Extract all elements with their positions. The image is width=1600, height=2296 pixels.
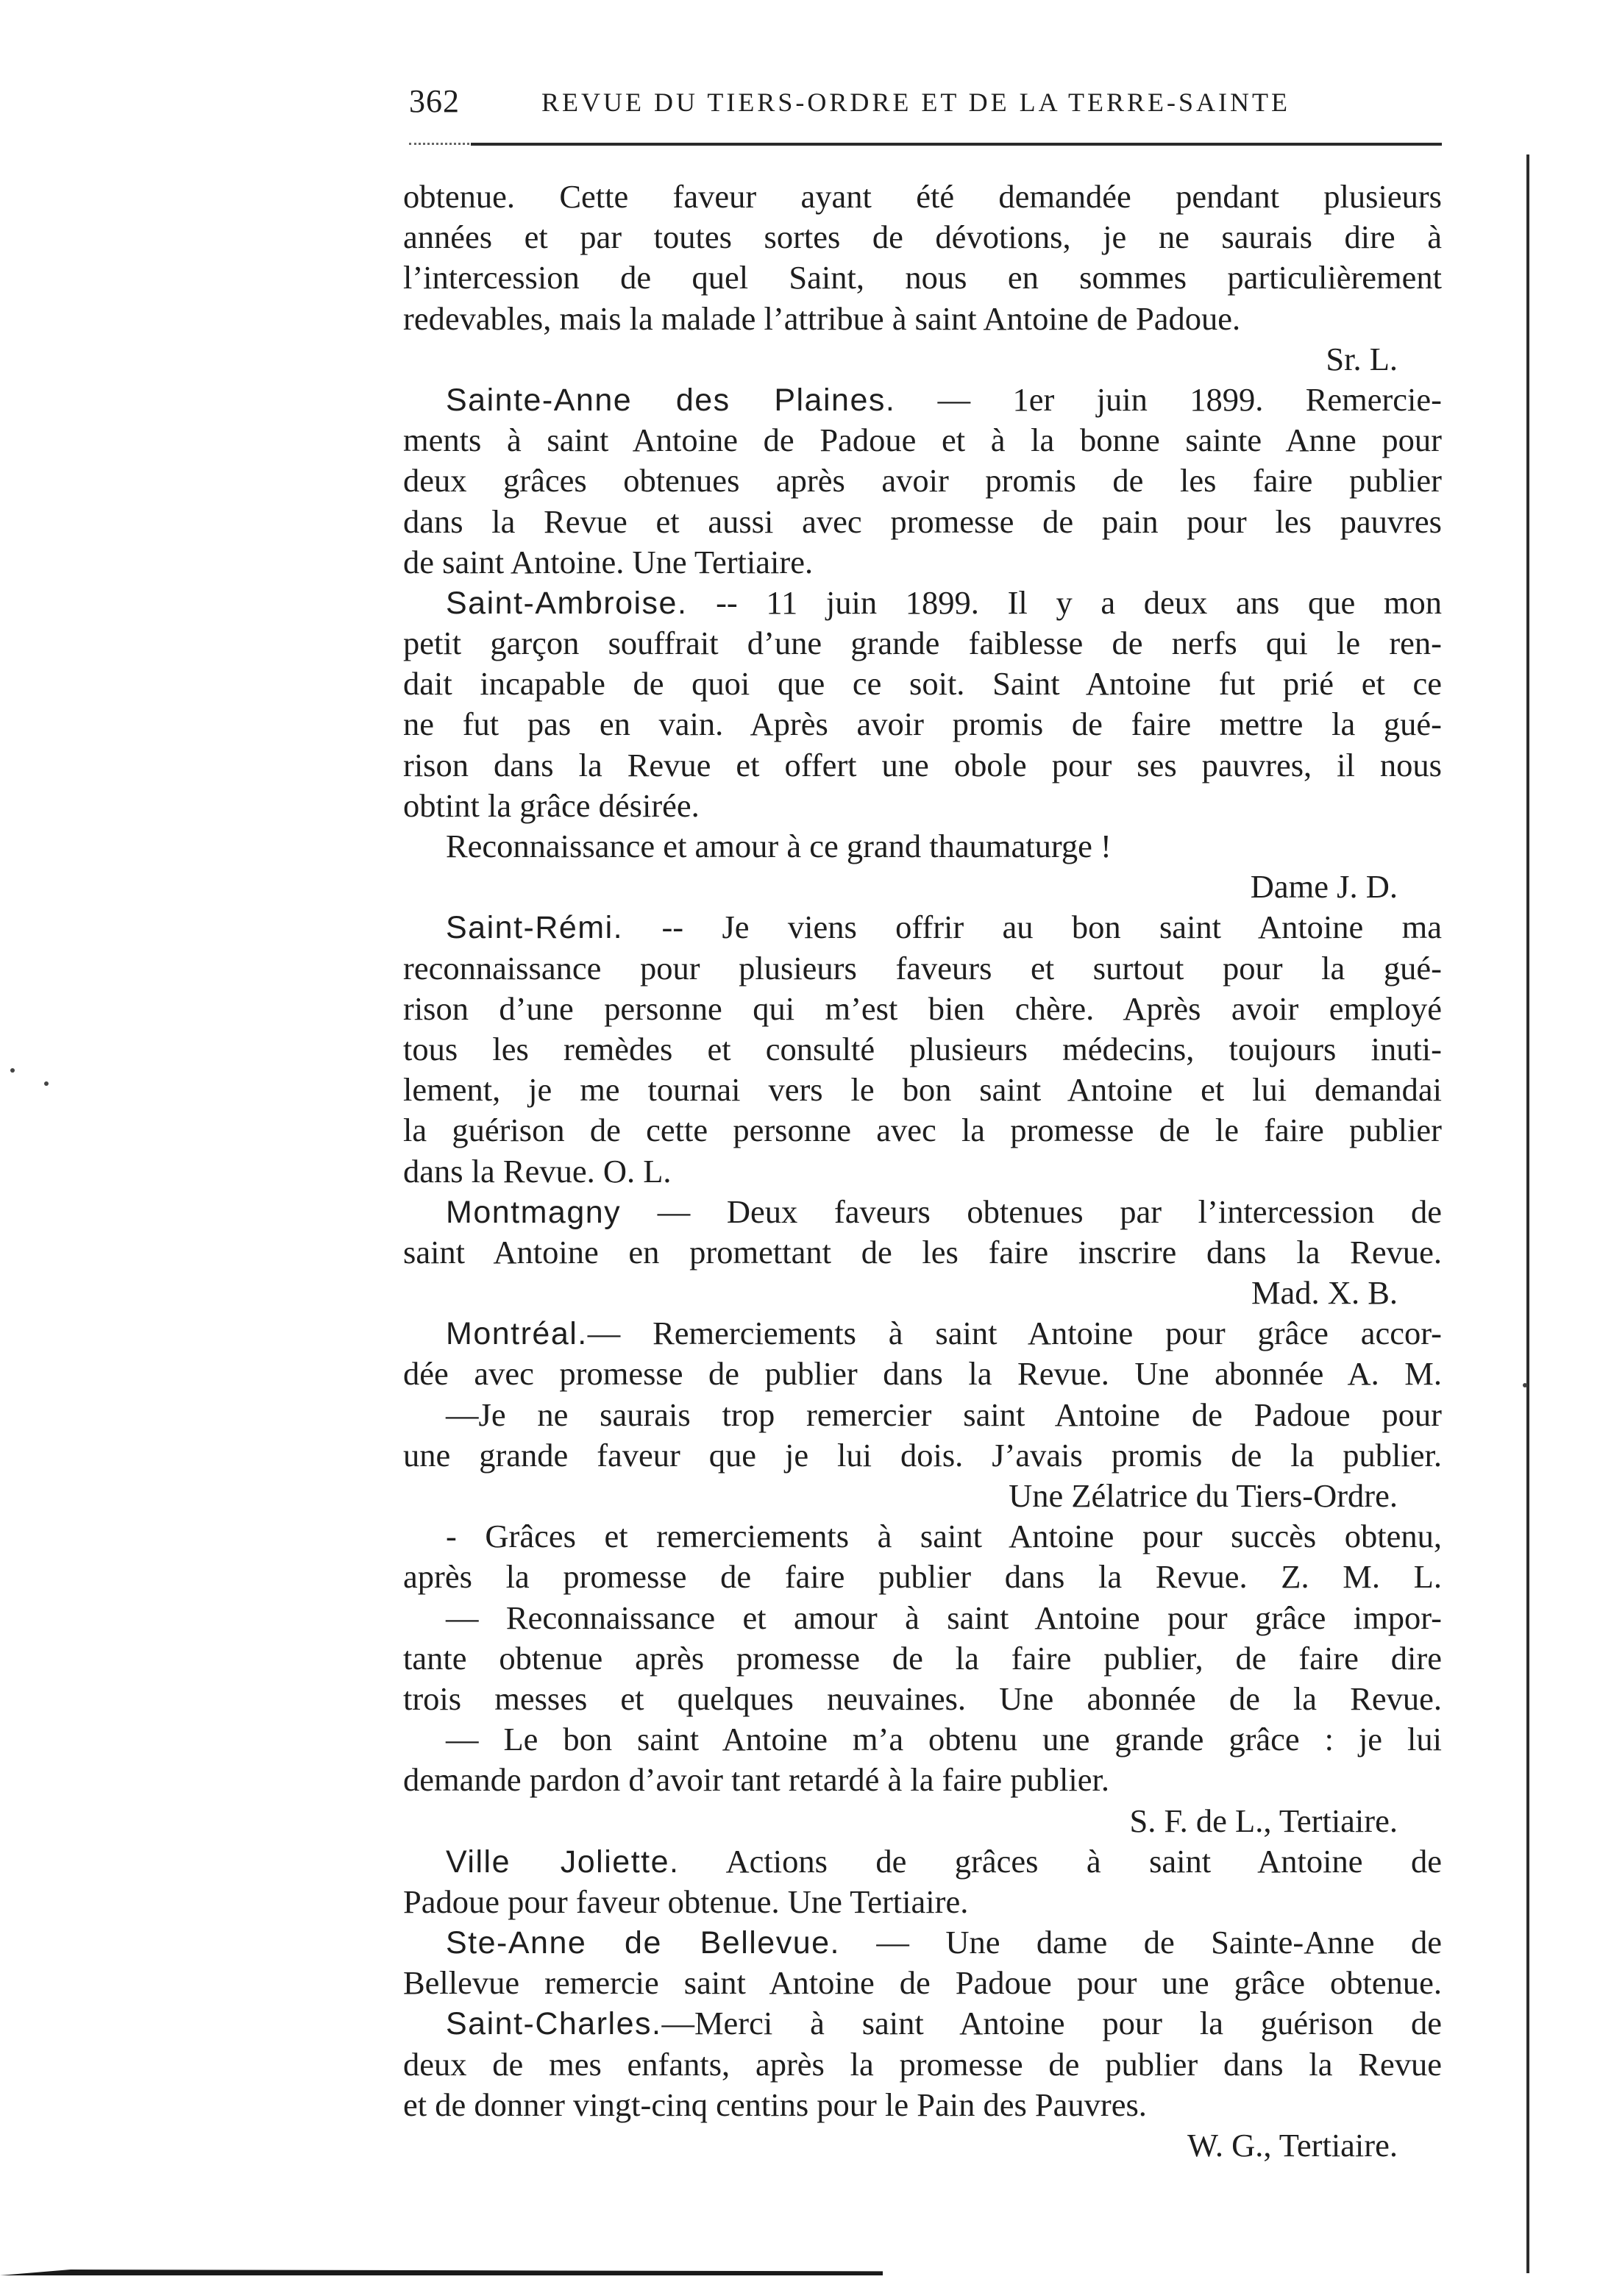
line-text: Reconnaissance et amour à ce grand thaumaturge !: [446, 828, 1112, 864]
text-line: [403, 1557, 1442, 1597]
signature-line: [403, 1801, 1442, 1841]
text-line: [403, 1151, 1442, 1192]
text-line: [403, 826, 1442, 867]
header-rule: [471, 143, 1442, 146]
text-line: [403, 1435, 1442, 1476]
text-line: [403, 2044, 1442, 2085]
line-text: deux grâces obtenues après avoir promis de les faire publier: [403, 462, 1442, 500]
text-line: [403, 786, 1442, 826]
entry-heading-line: [403, 1313, 1442, 1354]
line-text: Padoue pour faveur obtenue. Une Tertiaire.: [403, 1883, 969, 1920]
text-line: [403, 1232, 1442, 1273]
line-text: demande pardon d’avoir tant retardé à la faire publier.: [403, 1761, 1110, 1799]
text-line: [403, 745, 1442, 786]
text-line: [403, 177, 1442, 217]
signature-line: [403, 339, 1442, 380]
line-text: - Grâces et remerciements à saint Antoine pour succès obtenu,: [446, 1518, 1442, 1555]
line-text: redevables, mais la malade l’attribue à saint Antoine de Padoue.: [403, 299, 1241, 337]
line-text: Sr. L.: [1326, 340, 1398, 377]
place-name: Saint-Charles.: [446, 2006, 662, 2042]
place-name: Ville Joliette.: [446, 1844, 680, 1880]
line-text: obtint la grâce désirée.: [403, 786, 700, 824]
line-text: Bellevue remercie saint Antoine de Padoue pour une grâce obtenue.: [403, 1964, 1442, 2002]
entry-heading-line: [403, 907, 1442, 948]
line-text: tous les remèdes et consulté plusieurs médecins, toujours inuti-: [403, 1030, 1442, 1067]
line-text: Actions de grâces à saint Antoine de: [679, 1842, 1442, 1880]
line-text: rison dans la Revue et offert une obole pour ses pauvres, il nous: [403, 746, 1442, 783]
line-text: — Reconnaissance et amour à saint Antoine pour grâce impor-: [446, 1599, 1442, 1636]
text-line: [403, 461, 1442, 501]
line-text: tante obtenue après promesse de la faire publier, de faire dire: [403, 1639, 1442, 1677]
line-text: deux de mes enfants, après la promesse de publier dans la Revue: [403, 2045, 1442, 2083]
text-line: [403, 502, 1442, 542]
page-edge-rule: [1526, 154, 1529, 2273]
text-line: [403, 1070, 1442, 1110]
line-text: W. G., Tertiaire.: [1187, 2127, 1398, 2164]
place-name: Sainte-Anne des Plaines.: [446, 382, 896, 418]
text-body: [403, 177, 1442, 2166]
line-text: dans la Revue. O. L.: [403, 1152, 672, 1190]
text-line: [403, 1029, 1442, 1070]
line-text: —Merci à saint Antoine pour la guérison de: [661, 2005, 1442, 2042]
line-text: ments à saint Antoine de Padoue et à la bonne sainte Anne pour: [403, 422, 1442, 459]
line-text: -- Je viens offrir au bon saint Antoine ma: [623, 909, 1442, 946]
line-text: -- 11 juin 1899. Il y a deux ans que mon: [687, 583, 1442, 621]
entry-heading-line: [403, 1841, 1442, 1882]
entry-heading-line: [403, 583, 1442, 623]
line-text: obtenue. Cette faveur ayant été demandée pendant plusieurs: [403, 178, 1442, 215]
text-line: [403, 1395, 1442, 1435]
text-line: [403, 542, 1442, 583]
line-text: —Je ne saurais trop remercier saint Antoine de Padoue pour: [446, 1396, 1442, 1433]
line-text: dans la Revue et aussi avec promesse de pain pour les pauvres: [403, 502, 1442, 540]
line-text: — 1er juin 1899. Remercie-: [895, 380, 1442, 418]
line-text: S. F. de L., Tertiaire.: [1129, 1802, 1398, 1839]
text-line: [403, 1598, 1442, 1638]
running-title: REVUE DU TIERS-ORDRE ET DE LA TERRE-SAINTE: [541, 88, 1290, 117]
line-text: rison d’une personne qui m’est bien chère. Après avoir employé: [403, 989, 1442, 1027]
text-line: [403, 1638, 1442, 1679]
text-line: [403, 257, 1442, 298]
line-text: dait incapable de quoi que ce soit. Saint Antoine fut prié et ce: [403, 665, 1442, 703]
text-line: [403, 664, 1442, 704]
line-text: — Remerciements à saint Antoine pour grâce accor-: [587, 1315, 1442, 1352]
page-number: 362: [409, 83, 460, 119]
signature-line: [403, 1273, 1442, 1313]
text-line: [403, 420, 1442, 461]
line-text: — Le bon saint Antoine m’a obtenu une grande grâce : je lui: [446, 1721, 1442, 1758]
line-text: ne fut pas en vain. Après avoir promis de faire mettre la gué-: [403, 705, 1442, 743]
line-text: — Une dame de Sainte-Anne de: [840, 1924, 1442, 1961]
text-line: [403, 299, 1442, 339]
line-text: Dame J. D.: [1250, 868, 1398, 906]
text-line: [403, 1719, 1442, 1760]
scan-speck: [44, 1081, 49, 1086]
line-text: de saint Antoine. Une Tertiaire.: [403, 543, 814, 580]
line-text: — Deux faveurs obtenues par l’intercession de: [621, 1193, 1442, 1230]
text-line: [403, 989, 1442, 1029]
page-bottom-rule: [0, 2270, 883, 2275]
text-line: [403, 704, 1442, 744]
entry-heading-line: [403, 1192, 1442, 1232]
text-line: [403, 1354, 1442, 1394]
entry-heading-line: [403, 2003, 1442, 2044]
text-line: [403, 948, 1442, 989]
line-text: la guérison de cette personne avec la promesse de le faire publier: [403, 1112, 1442, 1149]
place-name: Saint-Rémi.: [446, 910, 624, 946]
line-text: petit garçon souffrait d’une grande faiblesse de nerfs qui le ren-: [403, 625, 1442, 662]
text-line: [403, 2085, 1442, 2125]
line-text: lement, je me tournai vers le bon saint Antoine et lui demandai: [403, 1071, 1442, 1109]
place-name: Montréal.: [446, 1316, 588, 1352]
text-line: [403, 217, 1442, 257]
page-header: [409, 82, 1439, 127]
line-text: trois messes et quelques neuvaines. Une abonnée de la Revue.: [403, 1680, 1442, 1717]
line-text: après la promesse de faire publier dans la Revue. Z. M. L.: [403, 1558, 1442, 1596]
line-text: Une Zélatrice du Tiers-Ordre.: [1009, 1477, 1398, 1514]
line-text: saint Antoine en promettant de les faire inscrire dans la Revue.: [403, 1233, 1442, 1270]
text-line: [403, 1882, 1442, 1922]
text-line: [403, 1110, 1442, 1151]
line-text: et de donner vingt-cinq centins pour le Pain des Pauvres.: [403, 2086, 1147, 2123]
entry-heading-line: [403, 380, 1442, 420]
text-line: [403, 1516, 1442, 1557]
line-text: dée avec promesse de publier dans la Revue. Une abonnée A. M.: [403, 1355, 1442, 1393]
text-line: [403, 1760, 1442, 1800]
line-text: l’intercession de quel Saint, nous en sommes particulièrement: [403, 259, 1442, 296]
line-text: reconnaissance pour plusieurs faveurs et surtout pour la gué-: [403, 949, 1442, 987]
scan-speck: [1523, 1383, 1527, 1387]
place-name: Montmagny: [446, 1194, 622, 1230]
line-text: Mad. X. B.: [1251, 1274, 1398, 1312]
scan-speck: [10, 1068, 15, 1073]
line-text: une grande faveur que je lui dois. J’avais promis de la publier.: [403, 1436, 1442, 1474]
signature-line: [403, 867, 1442, 907]
signature-line: [403, 1476, 1442, 1516]
signature-line: [403, 2125, 1442, 2166]
entry-heading-line: [403, 1922, 1442, 1963]
place-name: Ste-Anne de Bellevue.: [446, 1925, 840, 1961]
text-line: [403, 623, 1442, 664]
line-text: années et par toutes sortes de dévotions, je ne saurais dire à: [403, 218, 1442, 256]
place-name: Saint-Ambroise.: [446, 585, 688, 621]
text-line: [403, 1963, 1442, 2003]
text-line: [403, 1679, 1442, 1719]
